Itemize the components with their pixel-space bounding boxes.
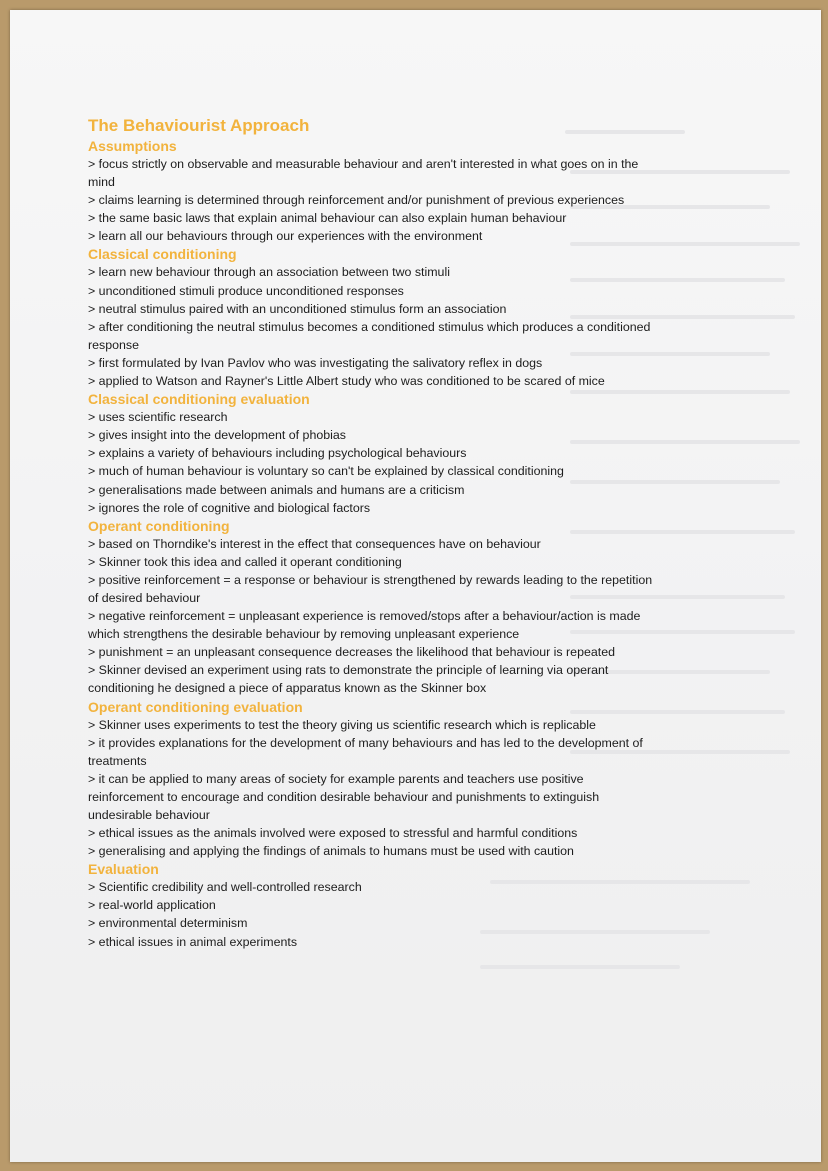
text-line: > claims learning is determined through reinforcement and/or punishment of previous experiences	[88, 193, 625, 208]
text-line: > first formulated by Ivan Pavlov who was investigating the salivatory reflex in dogs	[88, 355, 543, 370]
text-line: > learn new behaviour through an association between two stimuli	[88, 265, 450, 280]
text-line: mind	[88, 175, 115, 190]
text-line: which strengthens the desirable behaviour by removing unpleasant experience	[88, 627, 520, 642]
text-line: > focus strictly on observable and measurable behaviour and aren't interested in what goes on in the	[88, 157, 639, 171]
text-line: > it provides explanations for the development of many behaviours and has led to the development of	[88, 735, 643, 750]
text-line: > uses scientific research	[88, 410, 228, 425]
text-line: reinforcement to encourage and condition desirable behaviour and punishments to extinguish	[88, 789, 600, 804]
text-line: > Skinner devised an experiment using rats to demonstrate the principle of learning via operant	[88, 663, 609, 678]
text-line: > positive reinforcement = a response or behaviour is strengthened by rewards leading to the repetition	[88, 572, 653, 587]
section-heading: Evaluation	[88, 861, 159, 878]
text-line: > ethical issues as the animals involved were exposed to stressful and harmful conditions	[88, 826, 578, 841]
text-line: treatments	[88, 753, 147, 768]
text-line: > based on Thorndike's interest in the effect that consequences have on behaviour	[88, 536, 541, 551]
text-line: > explains a variety of behaviours including psychological behaviours	[88, 446, 467, 461]
text-line: > Skinner uses experiments to test the theory giving us scientific research which is replicable	[88, 717, 596, 732]
text-line: > it can be applied to many areas of society for example parents and teachers use positive	[88, 771, 584, 786]
text-line: > neutral stimulus paired with an unconditioned stimulus form an association	[88, 301, 507, 316]
text-line: > generalising and applying the findings of animals to humans must be used with caution	[88, 844, 574, 859]
text-line: of desired behaviour	[88, 590, 201, 605]
text-line: > ethical issues in animal experiments	[88, 934, 298, 949]
text-line: > unconditioned stimuli produce unconditioned responses	[88, 283, 404, 298]
text-line: > after conditioning the neutral stimulus becomes a conditioned stimulus which produces a conditioned	[88, 319, 651, 334]
text-line: > generalisations made between animals and humans are a criticism	[88, 482, 465, 497]
text-line: > Skinner took this idea and called it operant conditioning	[88, 554, 402, 569]
section-heading: Assumptions	[88, 138, 177, 154]
section-evaluation	[88, 860, 698, 950]
section-operant-conditioning-evaluation	[88, 698, 698, 861]
section-classical-conditioning	[88, 245, 698, 390]
text-line: > environmental determinism	[88, 916, 248, 931]
section-operant-conditioning	[88, 517, 698, 698]
section-heading: Operant conditioning	[88, 517, 230, 534]
text-line: > gives insight into the development of phobias	[88, 428, 346, 443]
text-line: > real-world application	[88, 898, 216, 913]
text-line: response	[88, 337, 139, 352]
text-line: > negative reinforcement = unpleasant experience is removed/stops after a behaviour/action is made	[88, 609, 641, 624]
text-line: > punishment = an unpleasant consequence decreases the likelihood that behaviour is repeated	[88, 645, 615, 660]
document-title: The Behaviourist Approach	[88, 116, 310, 135]
text-line: > Scientific credibility and well-controlled research	[88, 880, 362, 895]
document-body	[88, 115, 698, 951]
section-classical-conditioning-evaluation	[88, 390, 698, 517]
text-line: > much of human behaviour is voluntary so can't be explained by classical conditioning	[88, 464, 564, 479]
text-line: > the same basic laws that explain animal behaviour can also explain human behaviour	[88, 211, 567, 226]
text-line: > applied to Watson and Rayner's Little Albert study who was conditioned to be scared of mice	[88, 374, 605, 389]
section-heading: Operant conditioning evaluation	[88, 698, 303, 715]
section-heading: Classical conditioning	[88, 246, 237, 263]
section-heading: Classical conditioning evaluation	[88, 391, 310, 408]
text-line: > ignores the role of cognitive and biological factors	[88, 500, 371, 515]
text-line: > learn all our behaviours through our experiences with the environment	[88, 229, 483, 244]
text-line: conditioning he designed a piece of apparatus known as the Skinner box	[88, 681, 487, 696]
text-line: undesirable behaviour	[88, 808, 210, 822]
section-assumptions	[88, 137, 698, 245]
